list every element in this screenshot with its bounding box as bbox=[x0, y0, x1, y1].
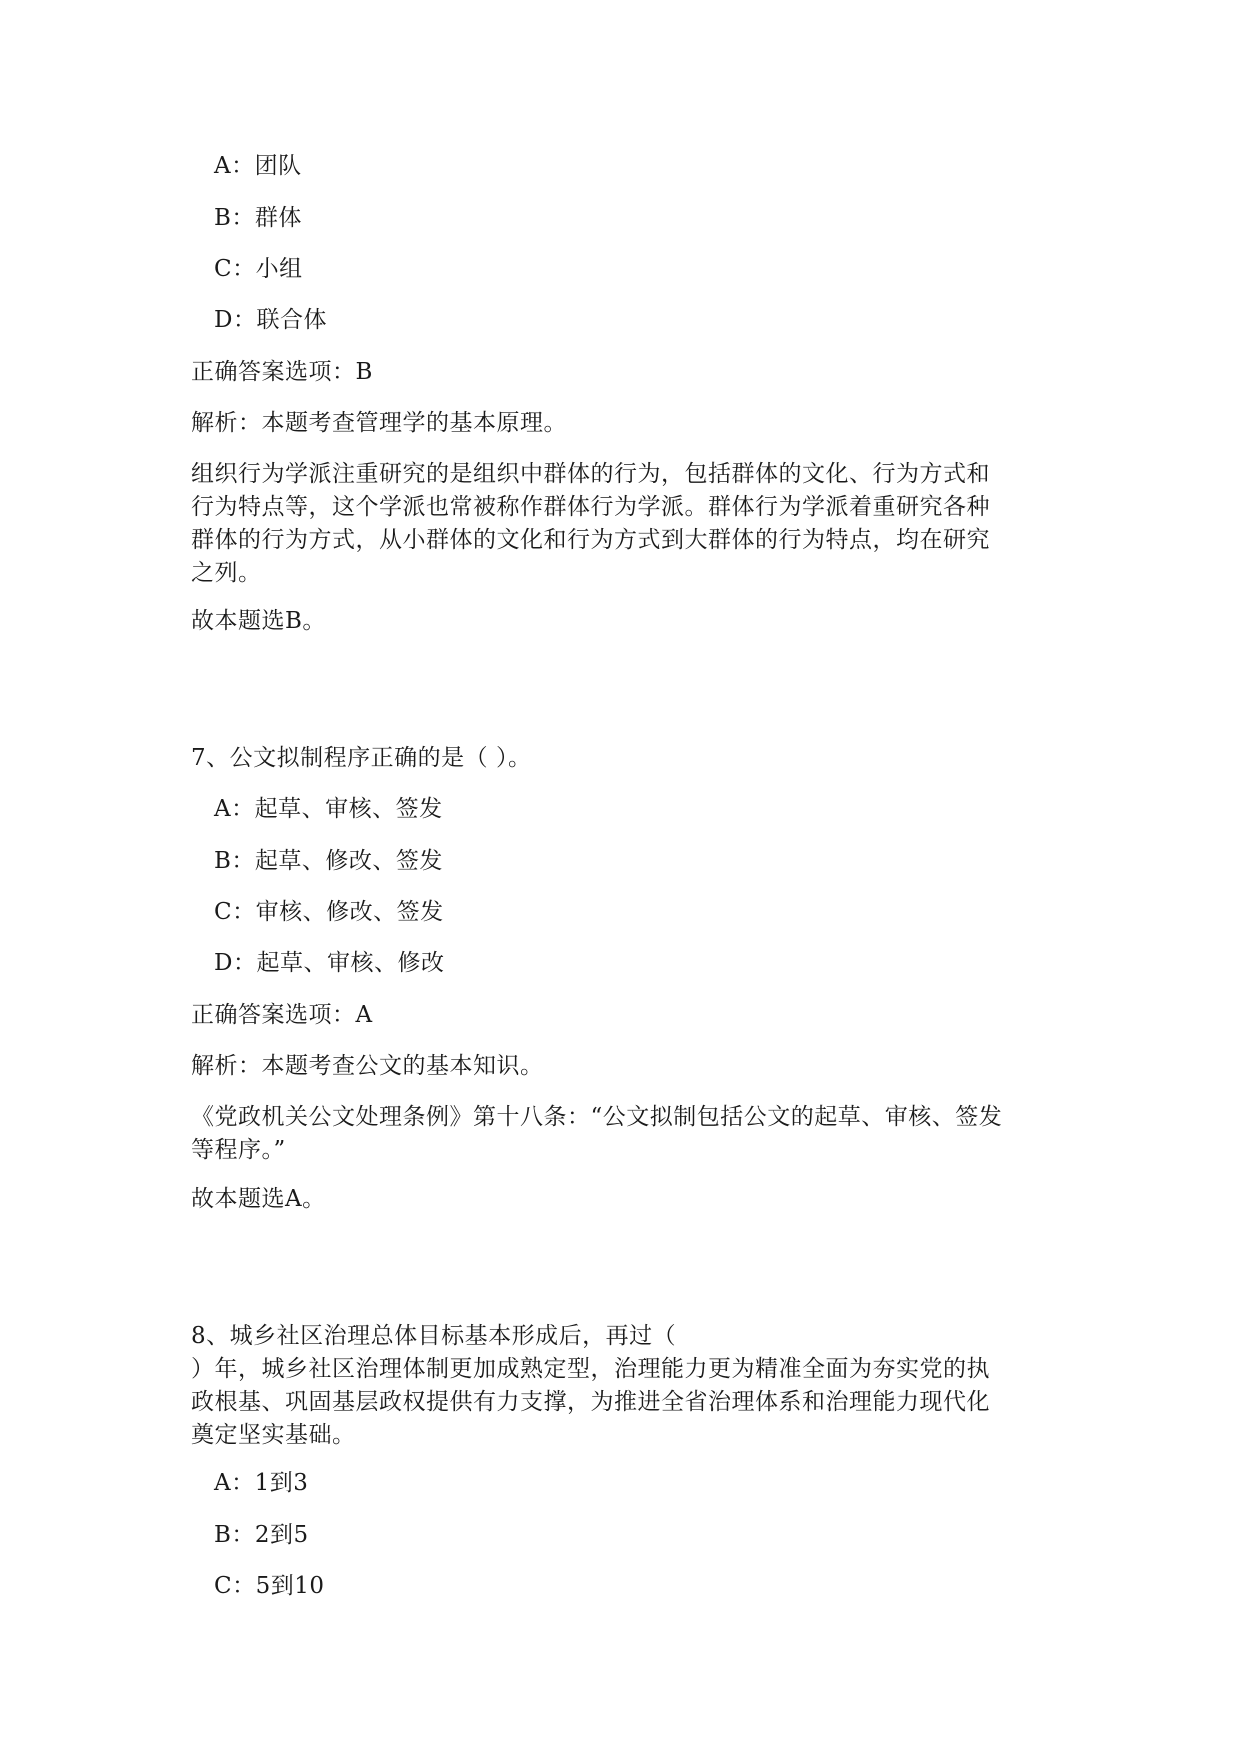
q8-option-c: C：5到10 bbox=[214, 1573, 325, 1599]
q6-explanation-line: 之列。 bbox=[191, 560, 262, 586]
q7-explanation-line: 等程序。” bbox=[191, 1137, 286, 1163]
q8-question bbox=[191, 1320, 1061, 1452]
q8-question-line: 政根基、巩固基层政权提供有力支撑，为推进全省治理体系和治理能力现代化 bbox=[191, 1389, 990, 1415]
q6-option-b: B：群体 bbox=[214, 205, 302, 231]
q6-analysis: 解析：本题考查管理学的基本原理。 bbox=[191, 410, 567, 436]
q7-option-a: A：起草、审核、签发 bbox=[214, 796, 443, 822]
q8-question-line: 奠定坚实基础。 bbox=[191, 1422, 356, 1448]
q7-option-d: D：起草、审核、修改 bbox=[214, 950, 445, 976]
q6-conclusion: 故本题选B。 bbox=[191, 608, 326, 634]
q7-explanation bbox=[191, 1101, 1061, 1167]
q8-question-line: ）年，城乡社区治理体制更加成熟定型，治理能力更为精准全面为夯实党的执 bbox=[191, 1356, 990, 1382]
q7-explanation-line: 《党政机关公文处理条例》第十八条：“公文拟制包括公文的起草、审核、签发 bbox=[191, 1104, 1003, 1130]
q7-option-c: C：审核、修改、签发 bbox=[214, 899, 444, 925]
q6-option-d: D：联合体 bbox=[214, 307, 327, 333]
q6-explanation bbox=[191, 458, 1061, 590]
q6-answer: 正确答案选项：B bbox=[191, 359, 373, 385]
q6-explanation-line: 群体的行为方式，从小群体的文化和行为方式到大群体的行为特点，均在研究 bbox=[191, 527, 990, 553]
q6-explanation-line: 组织行为学派注重研究的是组织中群体的行为，包括群体的文化、行为方式和 bbox=[191, 461, 990, 487]
q8-option-b: B：2到5 bbox=[214, 1522, 309, 1548]
q7-option-b: B：起草、修改、签发 bbox=[214, 848, 443, 874]
q7-question: 7、公文拟制程序正确的是（ ）。 bbox=[191, 745, 532, 771]
q6-option-a: A：团队 bbox=[214, 153, 302, 179]
q7-answer: 正确答案选项：A bbox=[191, 1002, 373, 1028]
q7-analysis: 解析：本题考查公文的基本知识。 bbox=[191, 1053, 544, 1079]
q8-option-a: A：1到3 bbox=[214, 1470, 309, 1496]
q8-question-line: 8、城乡社区治理总体目标基本形成后，再过（ bbox=[191, 1323, 677, 1349]
q6-explanation-line: 行为特点等，这个学派也常被称作群体行为学派。群体行为学派着重研究各种 bbox=[191, 494, 990, 520]
q7-conclusion: 故本题选A。 bbox=[191, 1186, 326, 1212]
q6-option-c: C：小组 bbox=[214, 256, 303, 282]
